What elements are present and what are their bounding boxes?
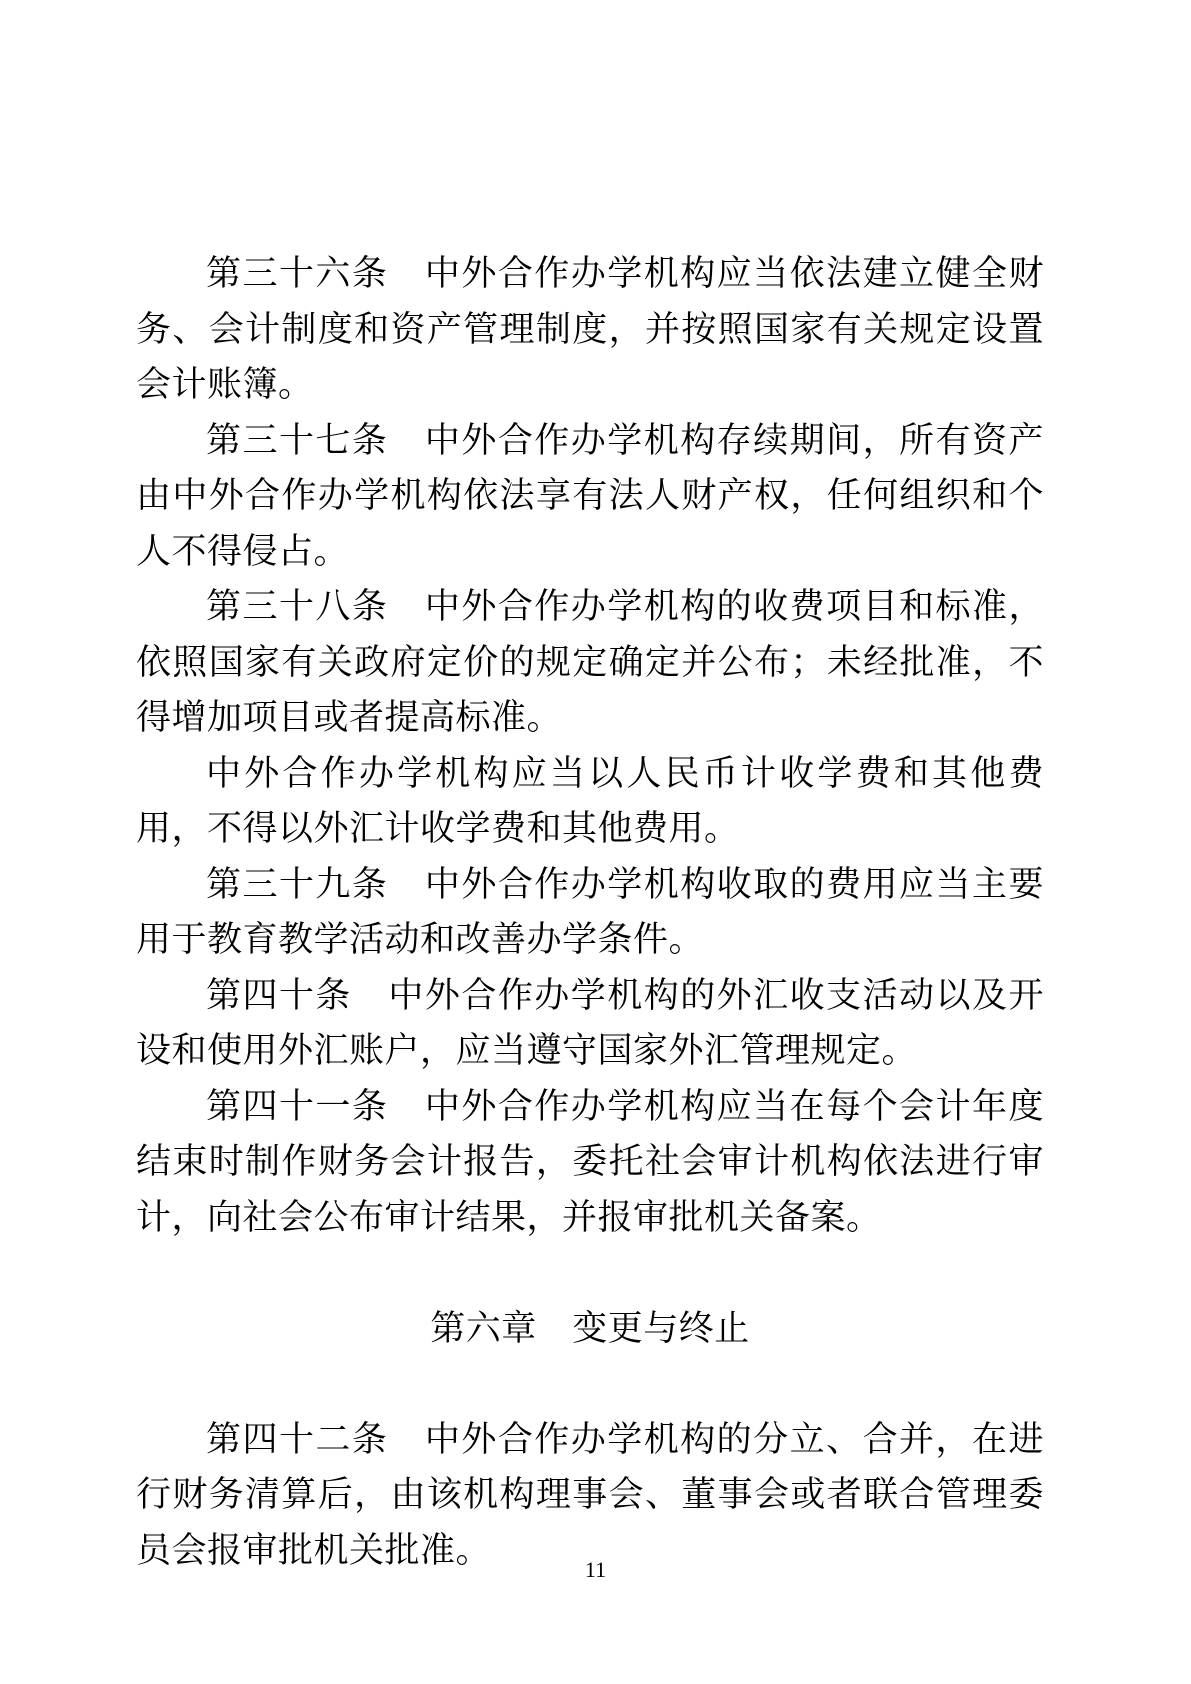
article-42-paragraph: 第四十二条 中外合作办学机构的分立、合并，在进行财务清算后，由该机构理事会、董事会或者联合管理委员会报审批机关批准。: [136, 1419, 1044, 1570]
article-41-paragraph: 第四十一条 中外合作办学机构应当在每个会计年度结束时制作财务会计报告，委托社会审计机构依法进行审计，向社会公布审计结果，并报审批机关备案。: [136, 1086, 1044, 1237]
article-36-paragraph: 第三十六条 中外合作办学机构应当依法建立健全财务、会计制度和资产管理制度，并按照国家有关规定设置会计账簿。: [136, 254, 1044, 404]
article-40-paragraph: 第四十条 中外合作办学机构的外汇收支活动以及开设和使用外汇账户，应当遵守国家外汇管理规定。: [136, 975, 1044, 1070]
document-body: [136, 246, 1044, 1578]
article-38-paragraph: 第三十八条 中外合作办学机构的收费项目和标准，依照国家有关政府定价的规定确定并公布；未经批准，不得增加项目或者提高标准。: [136, 587, 1044, 737]
article-38-paragraph-2: 中外合作办学机构应当以人民币计收学费和其他费用，不得以外汇计收学费和其他费用。: [136, 753, 1044, 848]
article-37-paragraph: 第三十七条 中外合作办学机构存续期间，所有资产由中外合作办学机构依法享有法人财产权，任何组织和个人不得侵占。: [136, 420, 1044, 571]
article-39-paragraph: 第三十九条 中外合作办学机构收取的费用应当主要用于教育教学活动和改善办学条件。: [136, 864, 1044, 959]
page-number: 11: [584, 1557, 607, 1582]
chapter-6-heading: 第六章 变更与终止: [430, 1308, 750, 1348]
